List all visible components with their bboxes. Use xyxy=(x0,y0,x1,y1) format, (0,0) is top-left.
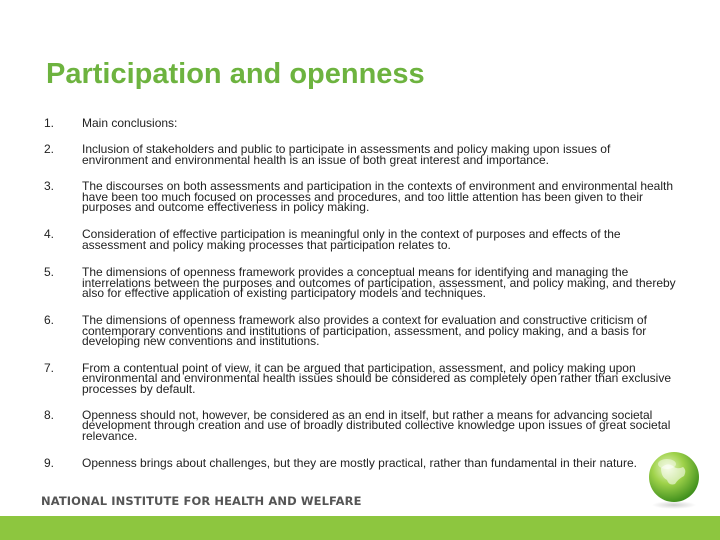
list-item xyxy=(44,313,676,349)
conclusions-list xyxy=(44,118,676,469)
item-text: From a contentual point of view, it can be argued that participation, assessment, and policy making upon environmental and environmental health issues should be considered as completely open rather than exclusive processes by default. xyxy=(82,360,672,396)
item-number: 8. xyxy=(44,407,55,422)
item-number: 4. xyxy=(44,227,55,242)
item-text: Openness should not, however, be considered as an end in itself, but rather a means for advancing societal development through creation and use of broadly distributed collective knowledge upon issues of great societal relevance. xyxy=(82,407,671,443)
footer-bar xyxy=(0,516,720,540)
item-number: 6. xyxy=(44,313,55,328)
item-text: The dimensions of openness framework also provides a context for evaluation and constructive criticism of contemporary conventions and institutions of participation, assessment, and policy making, and a basis for developing new conventions and institutions. xyxy=(82,313,647,349)
item-number: 1. xyxy=(44,116,55,130)
list-item xyxy=(44,265,676,301)
item-number: 5. xyxy=(44,265,55,280)
item-number: 2. xyxy=(44,142,55,157)
list-item xyxy=(44,229,676,250)
item-number: 9. xyxy=(44,456,55,471)
green-globe-icon xyxy=(643,448,705,510)
list-item xyxy=(44,144,676,165)
list-item xyxy=(44,407,676,443)
list-item xyxy=(44,118,676,128)
item-number: 3. xyxy=(44,179,55,194)
list-item xyxy=(44,179,676,215)
item-text: Consideration of effective participation is meaningful only in the context of purposes and effects of the assessment and policy making processes that participation relates to. xyxy=(82,227,621,252)
item-text: The dimensions of openness framework provides a conceptual means for identifying and managing the interrelations between the purposes and outcomes of participation, assessment, and policy making, and thereby also for effective application of existing participatory models and techniques. xyxy=(82,265,676,301)
institute-logo-text: NATIONAL INSTITUTE FOR HEALTH AND WELFARE xyxy=(41,494,362,508)
list-item xyxy=(44,456,676,471)
slide-title: Participation and openness xyxy=(46,58,425,90)
item-text: The discourses on both assessments and participation in the contexts of environment and environmental health have been too much focused on processes and procedures, and too little attention has been given to their purposes and outcome effectiveness in policy making. xyxy=(82,179,674,215)
item-text: Main conclusions: xyxy=(82,116,178,130)
item-text: Inclusion of stakeholders and public to participate in assessments and policy making upon issues of environment and environmental health is an issue of both great interest and importance. xyxy=(82,142,611,167)
list-item xyxy=(44,360,676,396)
item-text: Openness brings about challenges, but they are mostly practical, rather than fundamental in their nature. xyxy=(82,456,637,471)
item-number: 7. xyxy=(44,360,55,375)
